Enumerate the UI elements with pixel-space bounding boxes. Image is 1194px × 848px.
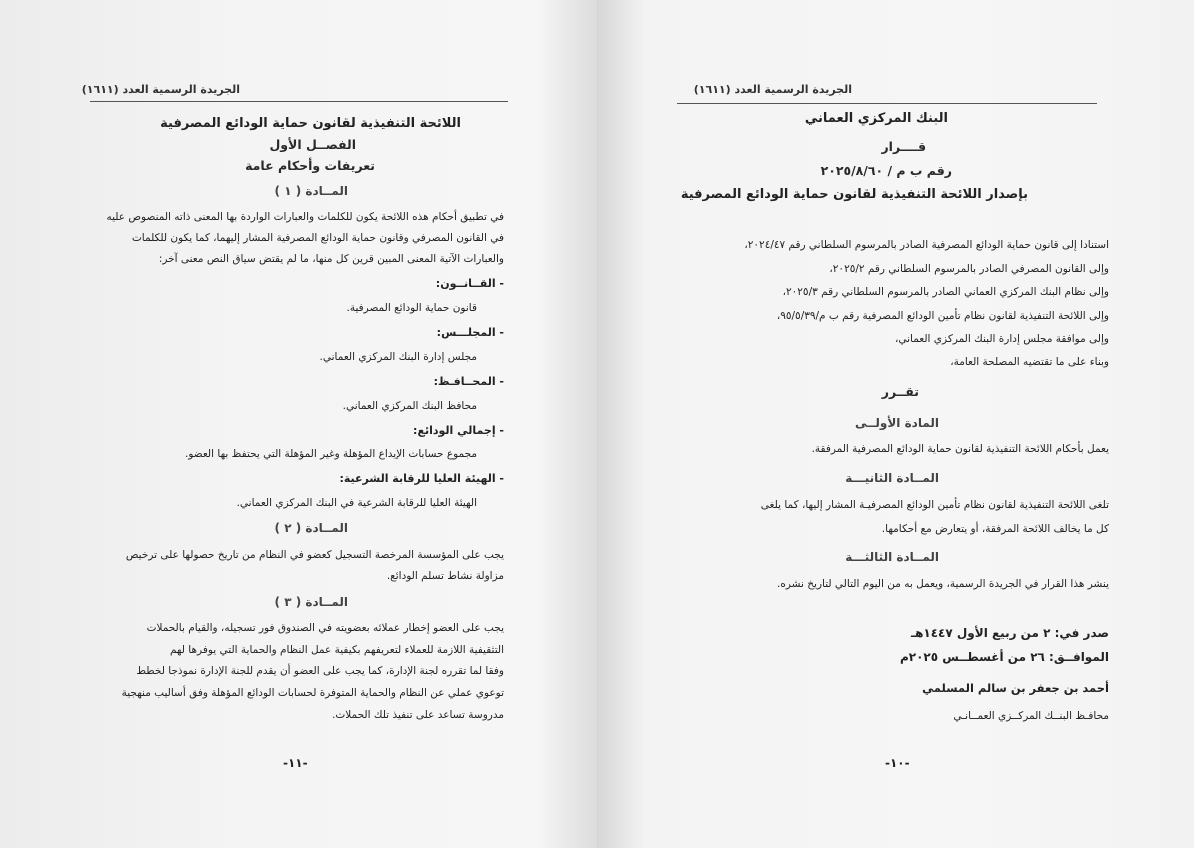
- right-article-3-line: ينشر هذا القرار في الجريدة الرسمية، ويعمل به من اليوم التالي لتاريخ نشره.: [777, 578, 1109, 590]
- decision-subject: بإصدار اللائحة التنفيذية لقانون حماية الودائع المصرفية: [680, 187, 1028, 202]
- definition-text: محافظ البنك المركزي العماني.: [342, 400, 477, 412]
- left-article-3-line: مدروسة تساعد على تنفيذ تلك الحملات.: [332, 709, 504, 721]
- left-page-number: -١١-: [283, 756, 308, 770]
- preamble-line: وإلى موافقة مجلس إدارة البنك المركزي العماني،: [894, 333, 1109, 345]
- definition-text: قانون حماية الودائع المصرفية.: [346, 302, 477, 314]
- left-article-3-heading: المــادة ( ٣ ): [274, 595, 348, 609]
- definition-term: - الهيئة العليا للرقابة الشرعية:: [339, 472, 504, 485]
- right-page-header: الجريدة الرسمية العدد (١٦١١): [693, 83, 852, 96]
- chapter-subtitle: تعريفات وأحكام عامة: [245, 158, 375, 173]
- preamble-line: وإلى اللائحة التنفيذية لقانون نظام تأمين الودائع المصرفية رقم ب م/٩٥/٥/٣٩،: [776, 310, 1109, 322]
- left-article-2-heading: المــادة ( ٢ ): [274, 521, 348, 535]
- issuer-title: البنك المركزي العماني: [804, 111, 948, 126]
- decision-label: قــــرار: [881, 139, 926, 154]
- right-article-1-line: يعمل بأحكام اللائحة التنفيذية لقانون حماية الودائع المصرفية المرفقة.: [811, 443, 1109, 455]
- preamble-line: استنادا إلى قانون حماية الودائع المصرفية الصادر بالمرسوم السلطاني رقم ٢٠٢٤/٤٧،: [744, 239, 1109, 251]
- right-header-rule: [677, 103, 1097, 104]
- definition-text: مجلس إدارة البنك المركزي العماني.: [319, 351, 477, 363]
- right-article-1-heading: المادة الأولــى: [855, 416, 939, 430]
- definition-term: - إجمالي الودائع:: [413, 424, 504, 437]
- left-article-2-line: مزاولة نشاط تسلم الودائع.: [386, 570, 504, 582]
- signatory-name: أحمد بن جعفر بن سالم المسلمي: [922, 681, 1109, 695]
- left-article-1-line: في تطبيق أحكام هذه اللائحة يكون للكلمات والعبارات الواردة بها المعنى ذاته المنصوص عليه: [106, 211, 504, 223]
- left-article-3-line: وفقا لما تقرره لجنة الإدارة، كما يجب على العضو أن يقدم للجنة الإدارة نموذجا لخطط: [136, 665, 504, 677]
- preamble-line: وإلى نظام البنك المركزي العماني الصادر بالمرسوم السلطاني رقم ٢٠٢٥/٣،: [782, 286, 1109, 298]
- right-page-number: -١٠-: [885, 756, 910, 770]
- definition-term: - المحــافـظ:: [433, 375, 504, 388]
- right-article-3-heading: المــادة الثالثـــة: [845, 550, 939, 564]
- left-title: اللائحة التنفيذية لقانون حماية الودائع المصرفية: [160, 116, 461, 131]
- left-article-3-line: التثقيفية اللازمة للعملاء لتعريفهم بكيفية عمل النظام والحماية التي يوفرها لهم: [169, 644, 504, 656]
- definition-term: - القــانــون:: [435, 277, 504, 290]
- right-page: [597, 0, 1194, 848]
- preamble-line: وبناء على ما تقتضيه المصلحة العامة،: [950, 356, 1109, 368]
- decides-heading: تقــرر: [881, 384, 919, 399]
- left-article-3-line: توعوي عملي عن النظام والحماية المتوفرة لحسابات الودائع المؤهلة وفق أساليب منهجية: [121, 687, 504, 699]
- left-header-rule: [90, 101, 508, 102]
- preamble-line: وإلى القانون المصرفي الصادر بالمرسوم السلطاني رقم ٢٠٢٥/٢،: [829, 263, 1109, 275]
- right-article-2-line: كل ما يخالف اللائحة المرفقة، أو يتعارض مع أحكامها.: [881, 523, 1109, 535]
- decision-number: رقم ب م / ٢٠٢٥/٨/٦٠: [820, 163, 952, 178]
- left-article-1-line: والعبارات الآتية المعنى المبين قرين كل منها، ما لم يقتض سياق النص معنى آخر:: [158, 253, 504, 265]
- left-article-2-line: يجب على المؤسسة المرخصة التسجيل كعضو في النظام من تاريخ حصولها على ترخيص: [125, 549, 504, 561]
- chapter-title: الفصــل الأول: [269, 137, 356, 152]
- definition-text: مجموع حسابات الإيداع المؤهلة وغير المؤهلة التي يحتفظ بها العضو.: [184, 448, 477, 460]
- left-page-header: الجريدة الرسمية العدد (١٦١١): [81, 83, 240, 96]
- issued-hijri-date: صدر في: ٢ من ربيع الأول ١٤٤٧هـ: [910, 626, 1109, 640]
- right-article-2-heading: المــادة الثانيـــة: [845, 471, 939, 485]
- right-article-2-line: تلغى اللائحة التنفيذية لقانون نظام تأمين الودائع المصرفيـة المشار إليها، كما يلغى: [760, 499, 1109, 511]
- definition-term: - المجلـــس:: [436, 326, 504, 339]
- issued-gregorian-date: الموافــق: ٢٦ من أغسطــس ٢٠٢٥م: [899, 650, 1109, 664]
- left-article-3-line: يجب على العضو إخطار عملائه بعضويته في الصندوق فور تسجيله، والقيام بالحملات: [146, 622, 504, 634]
- definition-text: الهيئة العليا للرقابة الشرعية في البنك المركزي العماني.: [236, 497, 477, 509]
- left-article-1-heading: المــادة ( ١ ): [274, 184, 348, 198]
- signatory-title: محافـظ البنــك المركــزي العمــانـي: [953, 710, 1109, 722]
- left-article-1-line: في القانون المصرفي وقانون حماية الودائع المصرفية المشار إليهما، كما يكون للكلمات: [131, 232, 504, 244]
